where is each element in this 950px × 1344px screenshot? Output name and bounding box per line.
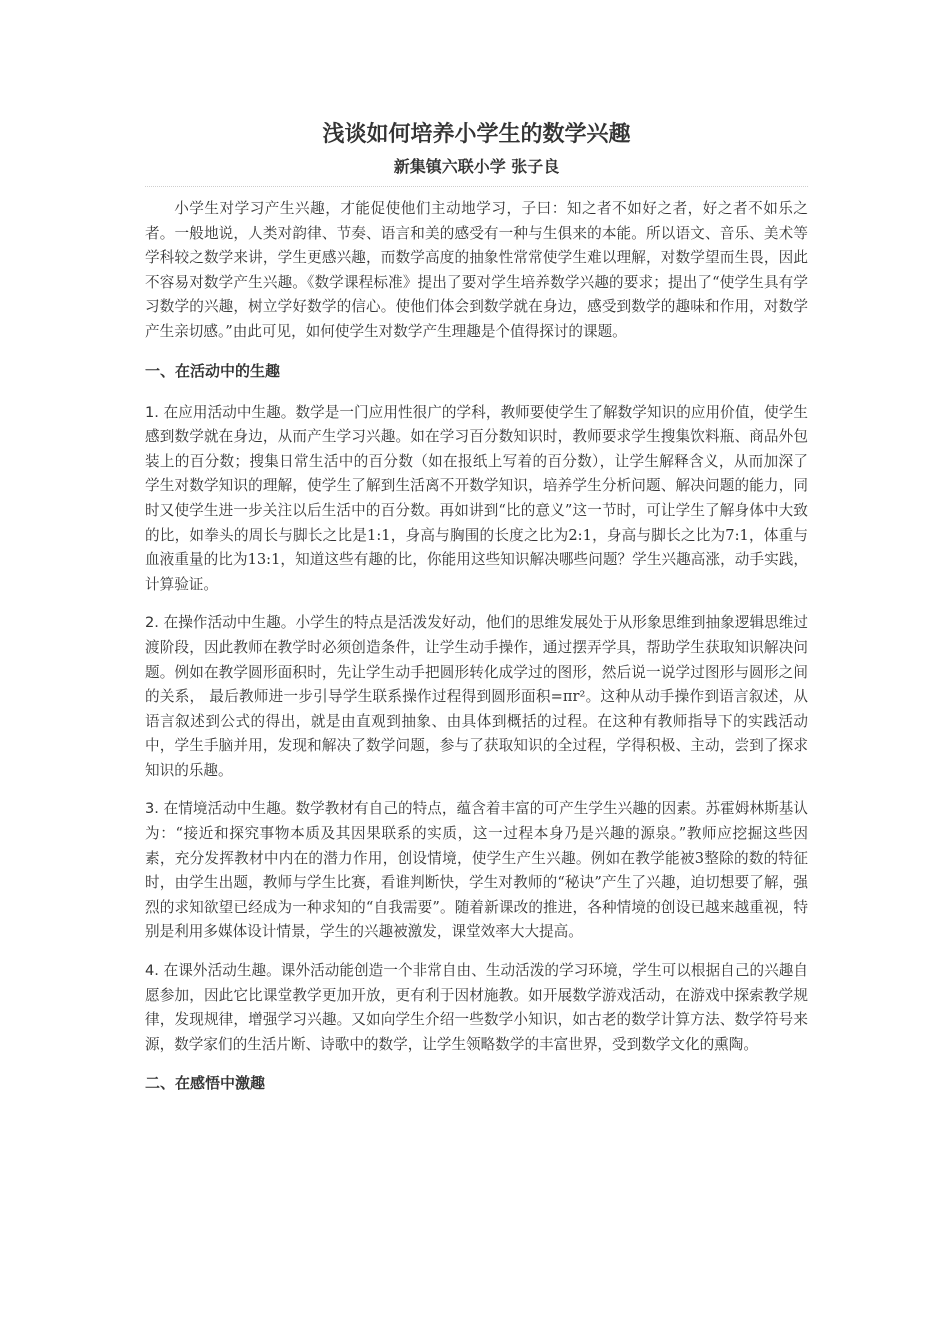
list-item — [145, 611, 808, 783]
list-item — [145, 401, 808, 598]
item-number: 3. — [145, 800, 159, 818]
item-number: 1. — [145, 403, 159, 421]
article-title: 浅谈如何培养小学生的数学兴趣 — [322, 122, 631, 147]
article — [145, 118, 808, 1113]
list-item — [145, 797, 808, 945]
section-heading-2: 二、在感悟中激趣 — [145, 1074, 266, 1093]
intro-paragraph: 小学生对学习产生兴趣，才能促使他们主动地学习，子曰：知之者不如好之者，好之者不如乐之者。一般地说，人类对韵律、节奏、语言和美的感受有一种与生俱来的本能。所以语文、音乐、美术等学科较之数学来讲，学生更感兴趣，而数学高度的抽象性常常使学生难以理解，对数学望而生畏，因此不容易对数学产生兴趣。《数学课程标准》提出了要对学生培养数学兴趣的要求；提出了“使学生具有学习数学的兴趣，树立学好数学的信心。使他们体会到数学就在身边，感受到数学的趣味和作用，对数学产生亲切感。”由此可见，如何使学生对数学产生理趣是个值得探讨的课题。 — [145, 200, 808, 340]
section-heading-1: 一、在活动中的生趣 — [145, 361, 281, 380]
item-text: 在课外活动生趣。课外活动能创造一个非常自由、生动活泼的学习环境，学生可以根据自己的兴趣自愿参加，因此它比课堂教学更加开放，更有利于因材施教。如开展数学游戏活动，在游戏中探索教学规律，发现规律，增强学习兴趣。又如向学生介绍一些数学小知识，如古老的数学计算方法、数学符号来源，数学家们的生活片断、诗歌中的数学，让学生领略数学的丰富世界，受到数学文化的熏陶。 — [145, 962, 808, 1053]
list-item — [145, 959, 808, 1057]
item-text: 在应用活动中生趣。数学是一门应用性很广的学科，教师要使学生了解数学知识的应用价值，使学生感到数学就在身边，从而产生学习兴趣。如在学习百分数知识时，教师要求学生搜集饮料瓶、商品外包装上的百分数；搜集日常生活中的百分数（如在报纸上写着的百分数），让学生解释含义，从而加深了学生对数学知识的理解，使学生了解到生活离不开数学知识，培养学生分析问题、解决问题的能力，同时又使学生进一步关注以后生活中的百分数。再如讲到“比的意义”这一节时，可让学生了解身体中大致的比，如拳头的周长与脚长之比是1:1，身高与胸围的长度之比为2:1，身高与脚长之比为7:1，体重与血液重量的比为13:1，知道这些有趣的比，你能用这些知识解决哪些问题？学生兴趣高涨，动手实践，计算验证。 — [145, 403, 808, 593]
title-divider — [145, 186, 808, 187]
item-number: 4. — [145, 962, 159, 980]
item-text: 在操作活动中生趣。小学生的特点是活泼发好动，他们的思维发展处于从形象思维到抽象逻辑思维过渡阶段，因此教师在教学时必须创造条件，让学生动手操作，通过摆弄学具，帮助学生获取知识解决问题。例如在教学圆形面积时，先让学生动手把圆形转化成学过的图形，然后说一说学过图形与圆形之间的关系， 最后教师进一步引导学生联系操作过程得到圆形面积=πr²。这种从动手操作到语言叙述，从语言叙述到公式的得出，就是由直观到抽象、由具体到概括的过程。在这种有教师指导下的实践活动中，学生手脑并用，发现和解决了数学问题，参与了获取知识的全过程，学得积极、主动，尝到了探求知识的乐趣。 — [145, 614, 808, 779]
article-author: 新集镇六联小学 张子良 — [393, 157, 560, 176]
item-text: 在情境活动中生趣。数学教材有自己的特点，蕴含着丰富的可产生学生兴趣的因素。苏霍姆林斯基认为：“接近和探究事物本质及其因果联系的实质，这一过程本身乃是兴趣的源泉。”教师应挖掘这些因素，充分发挥教材中内在的潜力作用，创设情境，使学生产生兴趣。例如在教学能被3整除的数的特征时，由学生出题，教师与学生比赛，看谁判断快，学生对教师的“秘诀”产生了兴趣，迫切想要了解，强烈的求知欲望已经成为一种求知的“自我需要”。随着新课改的推进，各种情境的创设已越来越重视，特别是利用多媒体设计情景，学生的兴趣被激发，课堂效率大大提高。 — [145, 800, 808, 941]
item-number: 2. — [145, 614, 159, 632]
